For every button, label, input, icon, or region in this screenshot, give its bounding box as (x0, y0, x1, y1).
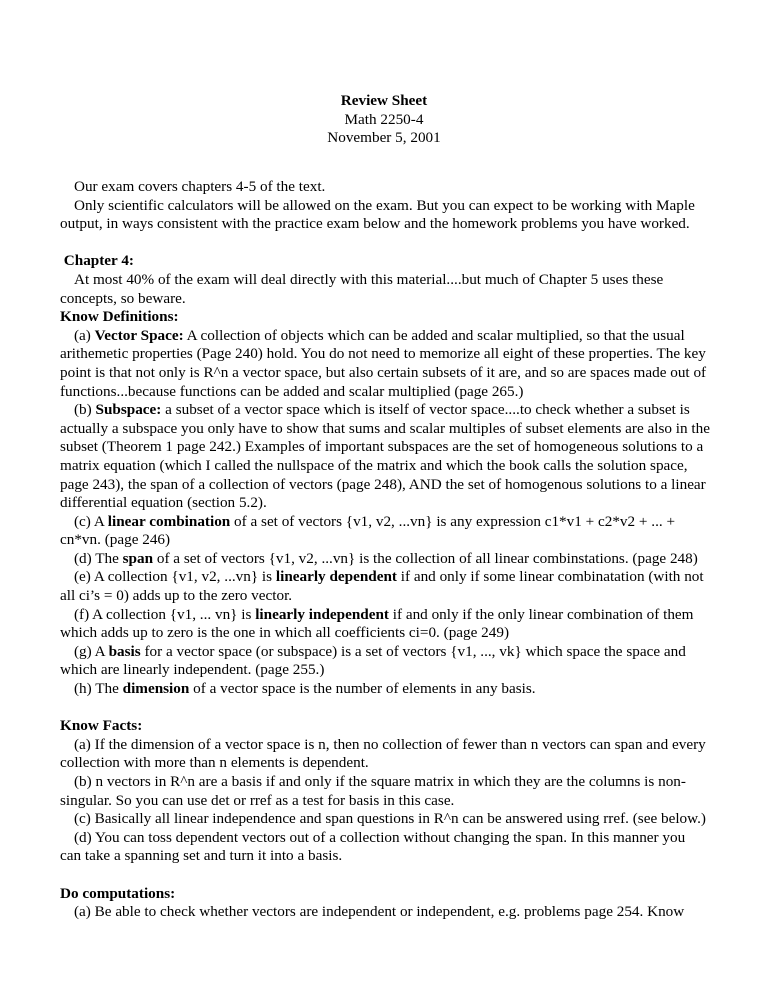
definition-term: basis (108, 642, 141, 660)
definition-term: linearly dependent (275, 568, 397, 586)
item-label: (g) A (74, 642, 109, 660)
definition-term: span (122, 549, 154, 567)
definition-text: of a vector space is the number of elements in any basis. (189, 680, 536, 698)
section-heading-chapter-4 (60, 252, 710, 271)
definition-item (60, 606, 710, 643)
item-label: (a) (74, 326, 95, 344)
chapter-4-intro: At most 40% of the exam will deal directly with this material....but much of Chapter 5 uses these concepts, so beware. (60, 270, 664, 307)
definition-text: A collection of objects which can be added and scalar multiplied, so that the usual arithemetic properties (Page 240) hold. You do not need to memorize all eight of these properties. The key point is that not only is R^n a vector space, but also certain subsets of it are, and so are spaces made out of functions...because functions can be added and scalar multiplied (page 265.) (60, 326, 707, 400)
document-date: November 5, 2001 (327, 129, 441, 147)
definition-item (60, 550, 710, 569)
definition-text: of a set of vectors {v1, v2, ...vn} is the collection of all linear combinstations. (page 248) (153, 549, 698, 567)
item-label: (d) The (74, 549, 123, 567)
definition-text: a subset of a vector space which is itself of vector space....to check whether a subset is actually a subspace you only have to show that sums and scalar multiples of subset elements are also in the subset (Theorem 1 page 242.) Examples of important subspaces are the set of homogeneous solutions to a matrix equation (which I called the nullspace of the matrix and which the book calls the solution space, page 243), the span of a collection of vectors (page 248), AND the set of homogenous solutions to a linear differential equation (section 5.2). (60, 401, 710, 512)
item-label: (b) (74, 401, 96, 419)
course-number: Math 2250-4 (344, 110, 424, 128)
definition-item (60, 401, 710, 513)
definition-item (60, 680, 710, 699)
definition-text: if and only if the only linear combination of them which adds up to zero is the one in which all coefficients ci=0. (page 249) (60, 605, 694, 642)
item-label: (f) A collection {v1, ... vn} is (74, 605, 256, 623)
computation-item: (a) Be able to check whether vectors are independent or independent, e.g. problems page 254. Know (74, 903, 685, 921)
definition-item (60, 568, 710, 605)
intro-paragraph: Only scientific calculators will be allowed on the exam. But you can expect to be working with Maple output, in ways consistent with the practice exam below and the homework problems you have worked. (60, 196, 695, 233)
definition-item (60, 513, 710, 550)
definition-term: Vector Space: (94, 326, 184, 344)
item-label: (c) A (74, 512, 108, 530)
fact-item: (a) If the dimension of a vector space is n, then no collection of fewer than n vectors can span and every collection with more than n elements is dependent. (60, 735, 706, 772)
fact-item: (d) You can toss dependent vectors out of a collection without changing the span. In this manner you can take a spanning set and turn it into a basis. (60, 828, 686, 865)
item-label: (h) The (74, 680, 123, 698)
definition-text: of a set of vectors {v1, v2, ...vn} is any expression c1*v1 + c2*v2 + ... + cn*vn. (page 246) (60, 512, 676, 549)
fact-item: (c) Basically all linear independence and span questions in R^n can be answered using rref. (see below.) (74, 810, 706, 828)
definition-term: dimension (122, 680, 190, 698)
definition-term: linearly independent (255, 605, 389, 623)
document-body (60, 178, 710, 922)
item-label: (e) A collection {v1, v2, ...vn} is (74, 568, 276, 586)
definition-item (60, 643, 710, 680)
section-heading-definitions: Know Definitions: (60, 308, 179, 326)
page-title: Review Sheet (340, 92, 428, 109)
section-heading-facts: Know Facts: (60, 717, 143, 735)
section-heading-text: Chapter 4: (63, 252, 134, 270)
definition-text: if and only if some linear combinatation (with not all ci’s = 0) adds up to the zero vector. (60, 568, 704, 605)
definition-item (60, 327, 710, 401)
definition-term: Subspace: (95, 401, 162, 419)
definition-text: for a vector space (or subspace) is a set of vectors {v1, ..., vk} which space the space and which are linearly independent. (page 255.) (60, 642, 686, 679)
document-header (0, 92, 768, 148)
definition-term: linear combination (107, 512, 231, 530)
section-heading-computations: Do computations: (60, 884, 176, 902)
fact-item: (b) n vectors in R^n are a basis if and only if the square matrix in which they are the columns is non-singular. So you can use det or rref as a test for basis in this case. (60, 773, 686, 809)
intro-paragraph: Our exam covers chapters 4-5 of the text. (74, 178, 326, 195)
